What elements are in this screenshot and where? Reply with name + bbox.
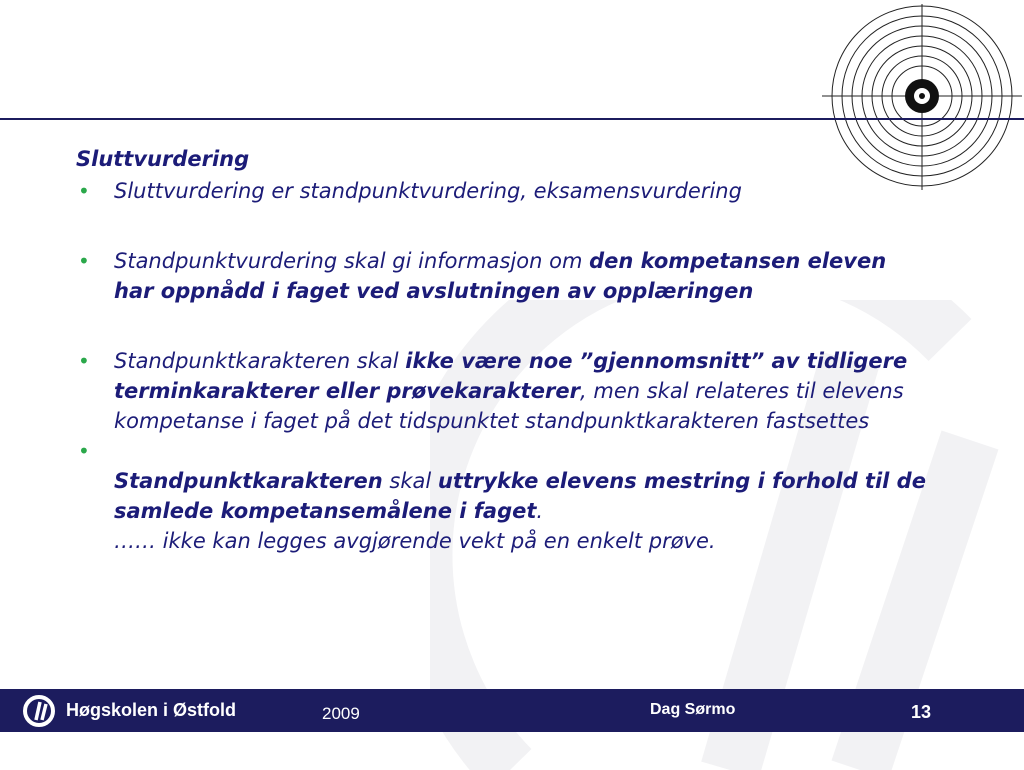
bullet-dot-icon: • xyxy=(78,249,90,273)
bullet-item xyxy=(76,176,926,206)
bullet-item xyxy=(76,436,926,556)
slide-heading: Sluttvurdering xyxy=(76,147,250,171)
bullet-text-bold: den kompetansen eleven har oppnådd i faget ved avslutningen av opplæringen xyxy=(114,249,887,303)
bullet-text: , men skal relateres til elevens kompetanse i faget på det tidspunktet standpunktkarakteren fastsettes xyxy=(114,379,904,433)
bullet-text: Standpunktkarakteren skal xyxy=(114,349,406,373)
bullet-dot-icon: • xyxy=(78,439,90,463)
logo-text: Høgskolen i Østfold xyxy=(66,700,237,720)
slide-content xyxy=(76,144,926,556)
bullet-dot-icon: • xyxy=(78,179,90,203)
bullet-text-bold: ikke være noe ”gjennomsnitt” av tidligere terminkarakterer eller prøvekarakterer xyxy=(114,349,908,403)
bullet-text: Standpunktvurdering skal gi informasjon om xyxy=(114,249,590,273)
title-divider xyxy=(0,118,1024,120)
bullet-text-bold: Standpunktkarakteren xyxy=(114,469,383,493)
footer-author: Dag Sørmo xyxy=(650,701,736,718)
bullet-dot-icon: • xyxy=(78,349,90,373)
bullet-text: …… ikke kan legges avgjørende vekt på en enkelt prøve. xyxy=(114,529,716,553)
bullet-text: skal xyxy=(382,469,438,493)
footer-year: 2009 xyxy=(322,704,360,723)
institution-logo xyxy=(22,693,262,729)
bullet-text: Sluttvurdering er standpunktvurdering, eksamensvurdering xyxy=(114,179,742,203)
hiof-logo-icon xyxy=(22,693,56,729)
footer-bar xyxy=(0,689,1024,732)
page-number: 13 xyxy=(911,702,932,722)
bullet-item xyxy=(76,246,926,306)
bullet-text-bold: uttrykke elevens mestring i forhold til de samlede kompetansemålene i faget xyxy=(114,469,926,523)
bullet-item xyxy=(76,346,926,436)
bullet-text: . xyxy=(536,499,544,523)
